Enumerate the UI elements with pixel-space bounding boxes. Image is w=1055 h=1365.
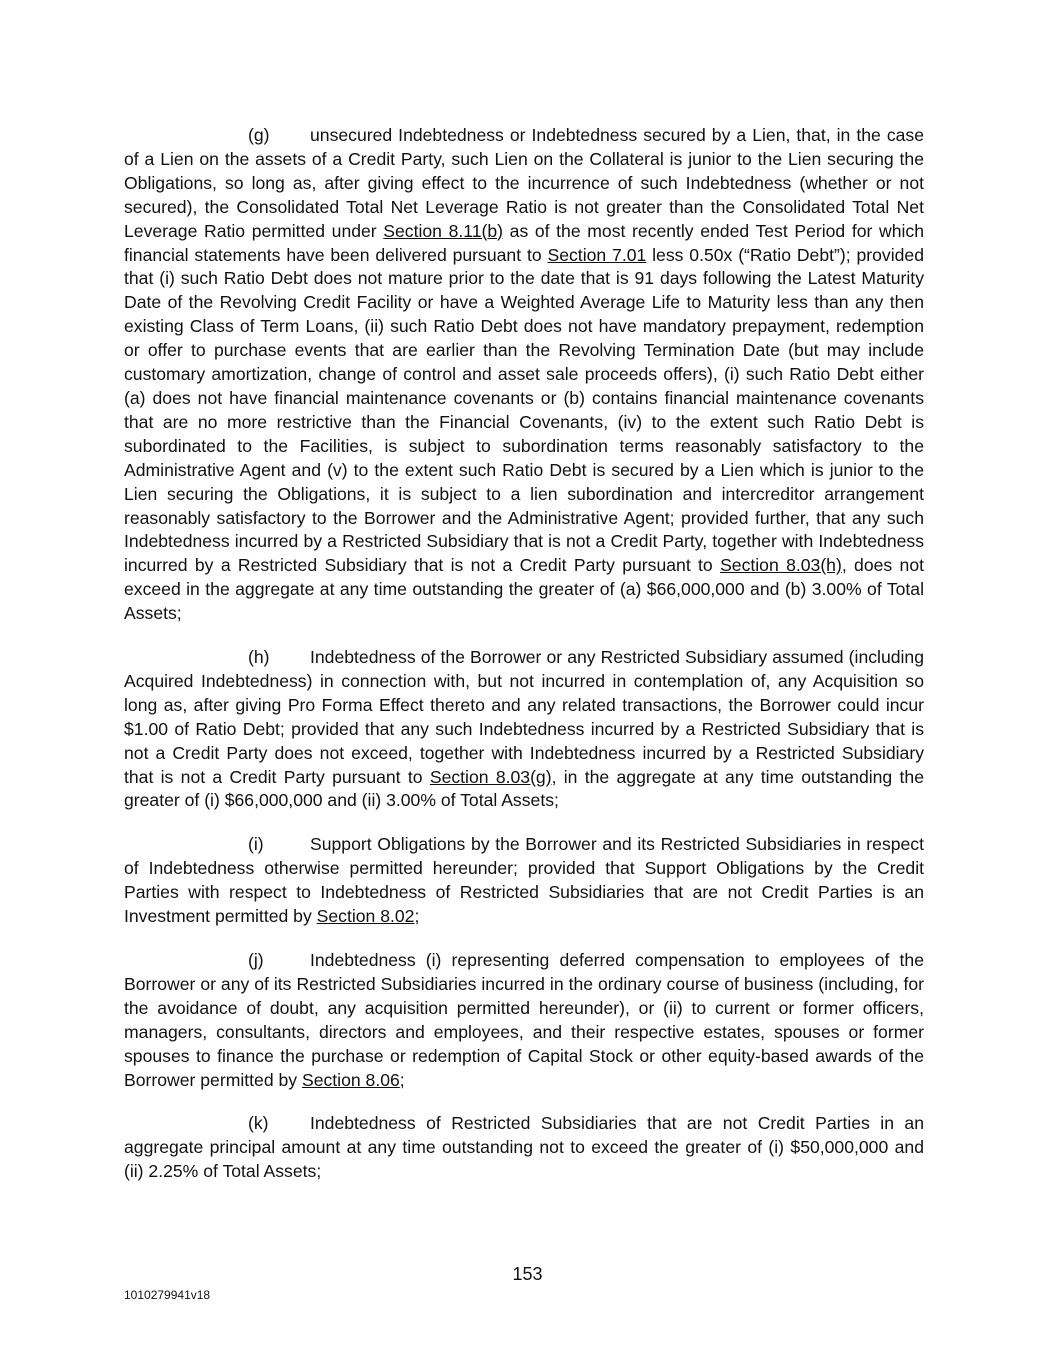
clause-marker: (k) xyxy=(248,1113,269,1134)
document-id: 1010279941v18 xyxy=(124,1288,211,1302)
clause-text: Indebtedness (i) representing deferred compensation to employees of the Borrower or any of its Restricted Subsidiaries incurred in the ordinary course of business (including, for the avoidance of doubt, any acquisition permitted hereunder), or (ii) to current or former officers, managers, consultants, directors and employees, and their respective estates, spouses or former spouses to finance the purchase or redemption of Capital Stock or other equity-based awards of the Borrower permitted by xyxy=(124,950,924,1090)
clause-text: unsecured Indebtedness or Indebtedness secured by a Lien, that, in the case of a Lien on the assets of a Credit Party, such Lien on the Collateral is junior to the Lien securing the Obligations, so long as, after giving effect to the incurrence of such Indebtedness (whether or not secured), the Consolidated Total Net Leverage Ratio is not greater than the Consolidated Total Net Leverage Ratio permitted under xyxy=(124,125,924,241)
clause-text: as of the most recently ended Test Period for which financial statements have been delivered pursuant to xyxy=(124,220,924,265)
section-reference: Section 7.01 xyxy=(547,244,647,265)
clause-text: less 0.50x (“Ratio Debt”); provided that (i) such Ratio Debt does not mature prior to the date that is 91 days following the Latest Maturity Date of the Revolving Credit Facility or have a Weighted Average Life to Maturity less than any then existing Class of Term Loans, (ii) such Ratio Debt does not have mandatory prepayment, redemption or offer to purchase events that are earlier than the Revolving Termination Date (but may include customary amortization, change of control and asset sale proceeds offers), (i) such Ratio Debt either (a) does not have financial maintenance covenants or (b) contains financial maintenance covenants that are no more restrictive than the Financial Covenants, (iv) to the extent such Ratio Debt is subordinated to the Facilities, is subject to subordination terms reasonably satisfactory to the Administrative Agent and (v) to the extent such Ratio Debt is secured by a Lien which is junior to the Lien securing the Obligations, it is subject to a lien subordination and intercreditor arrangement reasonably satisfactory to the Borrower and the Administrative Agent; provided further, that any such Indebtedness incurred by a Restricted Subsidiary that is not a Credit Party, together with Indebtedness incurred by a Restricted Subsidiary that is not a Credit Party pursuant to xyxy=(124,244,924,576)
clause-i xyxy=(124,833,924,929)
section-reference: Section 8.03(g) xyxy=(429,766,552,787)
section-reference: Section 8.03(h) xyxy=(720,555,842,576)
document-body xyxy=(124,124,924,1204)
page-number: 153 xyxy=(512,1264,543,1284)
clause-text: Indebtedness of Restricted Subsidiaries that are not Credit Parties in an aggregate principal amount at any time outstanding not to exceed the greater of (i) $50,000,000 and (ii) 2.25% of Total Assets; xyxy=(124,1113,924,1182)
clause-text: , in the aggregate at any time outstanding the greater of (i) $66,000,000 and (ii) 3.00% of Total Assets; xyxy=(124,766,924,811)
clause-marker: (h) xyxy=(248,647,270,668)
section-reference: Section 8.02 xyxy=(316,906,415,927)
clause-text: Support Obligations by the Borrower and its Restricted Subsidiaries in respect of Indebtedness otherwise permitted hereunder; provided that Support Obligations by the Credit Parties with respect to Indebtedness of Restricted Subsidiaries that are not Credit Parties is an Investment permitted by xyxy=(124,834,924,927)
clause-text: , does not exceed in the aggregate at any time outstanding the greater of (a) $66,000,000 and (b) 3.00% of Total Assets; xyxy=(124,555,924,624)
clause-marker: (g) xyxy=(248,125,270,145)
clause-h xyxy=(124,646,924,813)
clause-k xyxy=(124,1112,924,1184)
section-reference: Section 8.11(b) xyxy=(383,220,504,241)
section-reference: Section 8.06 xyxy=(301,1069,400,1090)
clause-marker: (j) xyxy=(248,950,264,970)
clause-text: Indebtedness of the Borrower or any Restricted Subsidiary assumed (including Acquired Indebtedness) in connection with, but not incurred in contemplation of, any Acquisition so long as, after giving Pro Forma Effect thereto and any related transactions, the Borrower could incur $1.00 of Ratio Debt; provided that any such Indebtedness incurred by a Restricted Subsidiary that is not a Credit Party does not exceed, together with Indebtedness incurred by a Restricted Subsidiary that is not a Credit Party pursuant to xyxy=(124,647,924,787)
clause-marker: (i) xyxy=(248,834,264,855)
clause-g xyxy=(124,124,924,626)
clause-text: ; xyxy=(414,906,420,927)
clause-text: ; xyxy=(399,1069,405,1090)
clause-j xyxy=(124,949,924,1092)
